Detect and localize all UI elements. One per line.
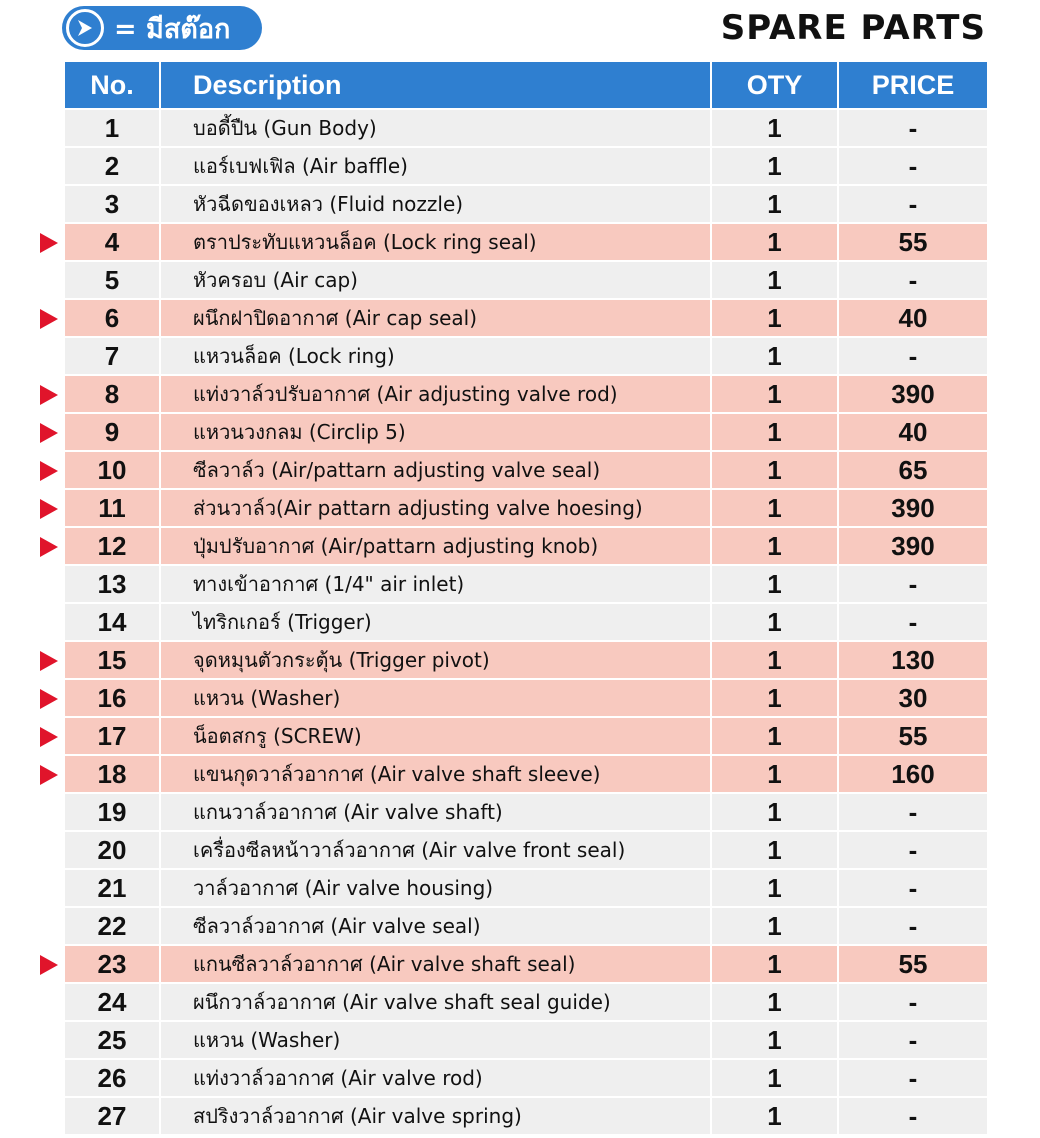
table-row bbox=[65, 1021, 987, 1059]
cell-description: แหวนวงกลม (Circlip 5) bbox=[160, 413, 711, 451]
cell-no: 4 bbox=[65, 223, 160, 261]
table-row bbox=[65, 375, 987, 413]
cell-no: 6 bbox=[65, 299, 160, 337]
cell-qty: 1 bbox=[711, 489, 838, 527]
cell-price: - bbox=[838, 831, 987, 869]
cell-price: 30 bbox=[838, 679, 987, 717]
cell-qty: 1 bbox=[711, 945, 838, 983]
cell-no: 23 bbox=[65, 945, 160, 983]
in-stock-arrow-icon bbox=[40, 651, 58, 671]
cell-description: สปริงวาล์วอากาศ (Air valve spring) bbox=[160, 1097, 711, 1134]
in-stock-arrow-icon bbox=[40, 727, 58, 747]
marker-slot bbox=[38, 337, 60, 375]
cell-no: 27 bbox=[65, 1097, 160, 1134]
marker-slot bbox=[38, 299, 60, 337]
marker-slot bbox=[38, 451, 60, 489]
cell-qty: 1 bbox=[711, 679, 838, 717]
cell-qty: 1 bbox=[711, 869, 838, 907]
cell-qty: 1 bbox=[711, 527, 838, 565]
cell-no: 17 bbox=[65, 717, 160, 755]
cell-no: 18 bbox=[65, 755, 160, 793]
table-row bbox=[65, 109, 987, 147]
cell-qty: 1 bbox=[711, 1059, 838, 1097]
header-qty: OTY bbox=[711, 62, 838, 109]
cell-price: - bbox=[838, 565, 987, 603]
cell-price: - bbox=[838, 109, 987, 147]
cell-description: ไทริกเกอร์ (Trigger) bbox=[160, 603, 711, 641]
cell-price: 65 bbox=[838, 451, 987, 489]
cell-no: 7 bbox=[65, 337, 160, 375]
cell-no: 26 bbox=[65, 1059, 160, 1097]
cell-price: - bbox=[838, 907, 987, 945]
cell-description: แขนกุดวาล์วอากาศ (Air valve shaft sleeve) bbox=[160, 755, 711, 793]
table-row bbox=[65, 755, 987, 793]
table-row bbox=[65, 451, 987, 489]
table-row bbox=[65, 679, 987, 717]
cell-qty: 1 bbox=[711, 337, 838, 375]
cell-price: 390 bbox=[838, 375, 987, 413]
legend-label: = มีสต๊อก bbox=[114, 13, 231, 45]
cell-no: 15 bbox=[65, 641, 160, 679]
cell-no: 25 bbox=[65, 1021, 160, 1059]
cell-description: ปุ่มปรับอากาศ (Air/pattarn adjusting knob) bbox=[160, 527, 711, 565]
stock-legend bbox=[62, 6, 262, 50]
arrow-right-circle-icon bbox=[66, 9, 104, 47]
cell-price: - bbox=[838, 983, 987, 1021]
cell-price: 40 bbox=[838, 299, 987, 337]
table-row bbox=[65, 223, 987, 261]
table-row bbox=[65, 527, 987, 565]
marker-slot bbox=[38, 413, 60, 451]
cell-price: 55 bbox=[838, 717, 987, 755]
cell-description: บอดี้ปืน (Gun Body) bbox=[160, 109, 711, 147]
cell-description: แหวนล็อค (Lock ring) bbox=[160, 337, 711, 375]
cell-no: 3 bbox=[65, 185, 160, 223]
cell-qty: 1 bbox=[711, 375, 838, 413]
marker-slot bbox=[38, 527, 60, 565]
marker-slot bbox=[38, 641, 60, 679]
table-row bbox=[65, 147, 987, 185]
cell-no: 16 bbox=[65, 679, 160, 717]
cell-no: 12 bbox=[65, 527, 160, 565]
cell-qty: 1 bbox=[711, 603, 838, 641]
in-stock-arrow-icon bbox=[40, 423, 58, 443]
cell-price: - bbox=[838, 1021, 987, 1059]
cell-no: 8 bbox=[65, 375, 160, 413]
cell-qty: 1 bbox=[711, 223, 838, 261]
cell-price: - bbox=[838, 603, 987, 641]
cell-description: แอร์เบฟเฟิล (Air baffle) bbox=[160, 147, 711, 185]
table-row bbox=[65, 565, 987, 603]
cell-qty: 1 bbox=[711, 641, 838, 679]
table-row bbox=[65, 983, 987, 1021]
marker-slot bbox=[38, 603, 60, 641]
cell-description: หัวครอบ (Air cap) bbox=[160, 261, 711, 299]
table-row bbox=[65, 641, 987, 679]
header-price: PRICE bbox=[838, 62, 987, 109]
cell-price: - bbox=[838, 869, 987, 907]
table-row bbox=[65, 945, 987, 983]
marker-slot bbox=[38, 717, 60, 755]
cell-description: ซีลวาล์ว (Air/pattarn adjusting valve seal) bbox=[160, 451, 711, 489]
in-stock-arrow-icon bbox=[40, 689, 58, 709]
marker-slot bbox=[38, 489, 60, 527]
table-header-row bbox=[65, 62, 987, 109]
marker-slot bbox=[38, 375, 60, 413]
table-row bbox=[65, 717, 987, 755]
cell-price: 390 bbox=[838, 527, 987, 565]
cell-no: 21 bbox=[65, 869, 160, 907]
cell-price: - bbox=[838, 337, 987, 375]
cell-description: แท่งวาล์วปรับอากาศ (Air adjusting valve rod) bbox=[160, 375, 711, 413]
cell-qty: 1 bbox=[711, 261, 838, 299]
cell-price: - bbox=[838, 1097, 987, 1134]
cell-description: ซีลวาล์วอากาศ (Air valve seal) bbox=[160, 907, 711, 945]
cell-price: 55 bbox=[838, 945, 987, 983]
in-stock-arrow-icon bbox=[40, 765, 58, 785]
cell-description: ทางเข้าอากาศ (1/4" air inlet) bbox=[160, 565, 711, 603]
cell-qty: 1 bbox=[711, 185, 838, 223]
marker-slot bbox=[38, 907, 60, 945]
cell-qty: 1 bbox=[711, 1097, 838, 1134]
cell-price: - bbox=[838, 793, 987, 831]
cell-no: 14 bbox=[65, 603, 160, 641]
cell-no: 9 bbox=[65, 413, 160, 451]
marker-slot bbox=[38, 147, 60, 185]
marker-slot bbox=[38, 261, 60, 299]
cell-description: แกนซีลวาล์วอากาศ (Air valve shaft seal) bbox=[160, 945, 711, 983]
cell-description: วาล์วอากาศ (Air valve housing) bbox=[160, 869, 711, 907]
cell-no: 5 bbox=[65, 261, 160, 299]
cell-qty: 1 bbox=[711, 717, 838, 755]
cell-price: 55 bbox=[838, 223, 987, 261]
cell-description: แหวน (Washer) bbox=[160, 679, 711, 717]
in-stock-arrow-icon bbox=[40, 499, 58, 519]
header-description: Description bbox=[160, 62, 711, 109]
marker-slot bbox=[38, 983, 60, 1021]
cell-price: - bbox=[838, 147, 987, 185]
in-stock-arrow-icon bbox=[40, 955, 58, 975]
cell-description: ตราประทับแหวนล็อค (Lock ring seal) bbox=[160, 223, 711, 261]
marker-slot bbox=[38, 223, 60, 261]
cell-description: แท่งวาล์วอากาศ (Air valve rod) bbox=[160, 1059, 711, 1097]
in-stock-arrow-icon bbox=[40, 233, 58, 253]
spare-parts-table bbox=[65, 62, 987, 1134]
cell-no: 22 bbox=[65, 907, 160, 945]
cell-qty: 1 bbox=[711, 451, 838, 489]
cell-description: ผนึกฝาปิดอากาศ (Air cap seal) bbox=[160, 299, 711, 337]
cell-description: หัวฉีดของเหลว (Fluid nozzle) bbox=[160, 185, 711, 223]
marker-slot bbox=[38, 945, 60, 983]
page-title: SPARE PARTS bbox=[720, 8, 986, 48]
cell-price: 130 bbox=[838, 641, 987, 679]
table-row bbox=[65, 337, 987, 375]
cell-no: 13 bbox=[65, 565, 160, 603]
marker-slot bbox=[38, 679, 60, 717]
cell-price: 160 bbox=[838, 755, 987, 793]
marker-slot bbox=[38, 1097, 60, 1134]
marker-slot bbox=[38, 1059, 60, 1097]
cell-price: - bbox=[838, 261, 987, 299]
table-row bbox=[65, 489, 987, 527]
marker-slot bbox=[38, 1021, 60, 1059]
cell-qty: 1 bbox=[711, 793, 838, 831]
cell-description: ผนึกวาล์วอากาศ (Air valve shaft seal guide) bbox=[160, 983, 711, 1021]
cell-qty: 1 bbox=[711, 299, 838, 337]
marker-slot bbox=[38, 793, 60, 831]
in-stock-arrow-icon bbox=[40, 309, 58, 329]
marker-slot bbox=[38, 755, 60, 793]
cell-qty: 1 bbox=[711, 983, 838, 1021]
cell-price: 390 bbox=[838, 489, 987, 527]
in-stock-arrow-icon bbox=[40, 385, 58, 405]
cell-no: 20 bbox=[65, 831, 160, 869]
cell-qty: 1 bbox=[711, 755, 838, 793]
cell-qty: 1 bbox=[711, 1021, 838, 1059]
table-row bbox=[65, 831, 987, 869]
cell-qty: 1 bbox=[711, 109, 838, 147]
stock-marker-column bbox=[38, 109, 60, 1134]
table-row bbox=[65, 1059, 987, 1097]
cell-price: 40 bbox=[838, 413, 987, 451]
cell-qty: 1 bbox=[711, 907, 838, 945]
cell-qty: 1 bbox=[711, 831, 838, 869]
table-row bbox=[65, 793, 987, 831]
table-row bbox=[65, 907, 987, 945]
cell-no: 1 bbox=[65, 109, 160, 147]
cell-description: จุดหมุนตัวกระตุ้น (Trigger pivot) bbox=[160, 641, 711, 679]
cell-no: 24 bbox=[65, 983, 160, 1021]
cell-no: 10 bbox=[65, 451, 160, 489]
cell-no: 11 bbox=[65, 489, 160, 527]
table-row bbox=[65, 603, 987, 641]
marker-slot bbox=[38, 869, 60, 907]
marker-slot bbox=[38, 831, 60, 869]
in-stock-arrow-icon bbox=[40, 537, 58, 557]
cell-price: - bbox=[838, 185, 987, 223]
cell-description: แหวน (Washer) bbox=[160, 1021, 711, 1059]
cell-no: 2 bbox=[65, 147, 160, 185]
marker-slot bbox=[38, 109, 60, 147]
cell-description: เครื่องซีลหน้าวาล์วอากาศ (Air valve front seal) bbox=[160, 831, 711, 869]
table-row bbox=[65, 185, 987, 223]
cell-qty: 1 bbox=[711, 565, 838, 603]
table-row bbox=[65, 413, 987, 451]
cell-no: 19 bbox=[65, 793, 160, 831]
cell-description: น็อตสกรู (SCREW) bbox=[160, 717, 711, 755]
marker-slot bbox=[38, 185, 60, 223]
table-row bbox=[65, 869, 987, 907]
marker-slot bbox=[38, 565, 60, 603]
cell-qty: 1 bbox=[711, 413, 838, 451]
table-row bbox=[65, 1097, 987, 1134]
header-no: No. bbox=[65, 62, 160, 109]
cell-description: ส่วนวาล์ว(Air pattarn adjusting valve hoesing) bbox=[160, 489, 711, 527]
cell-description: แกนวาล์วอากาศ (Air valve shaft) bbox=[160, 793, 711, 831]
cell-price: - bbox=[838, 1059, 987, 1097]
table-row bbox=[65, 261, 987, 299]
cell-qty: 1 bbox=[711, 147, 838, 185]
in-stock-arrow-icon bbox=[40, 461, 58, 481]
table-row bbox=[65, 299, 987, 337]
